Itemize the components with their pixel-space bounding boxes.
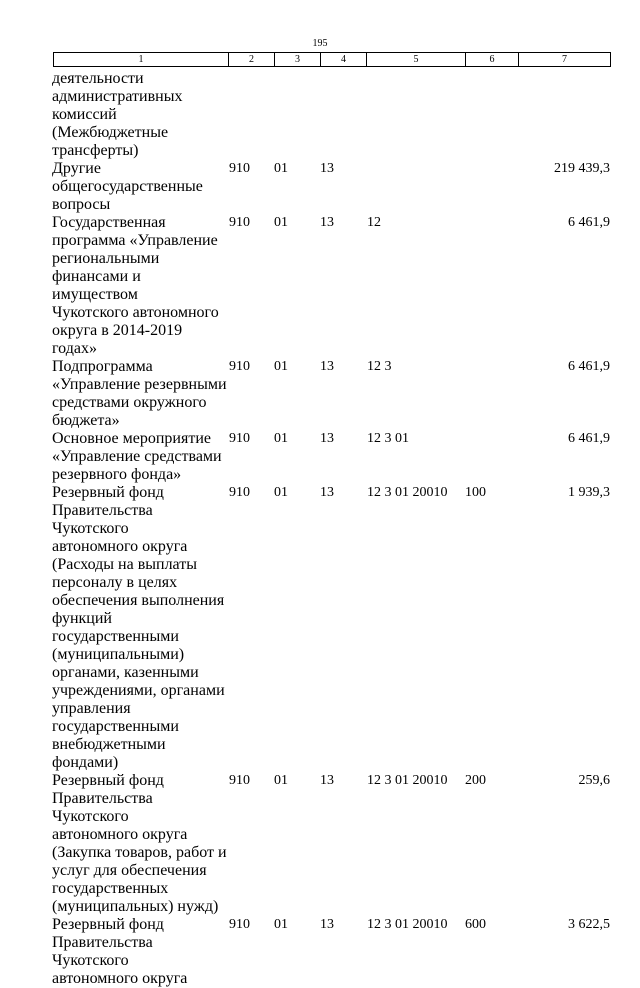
- row-name-line: Другие: [52, 160, 101, 177]
- row-name-line: региональными: [52, 250, 160, 267]
- table-row: [0, 214, 640, 358]
- row-name-line: Государственная: [52, 214, 166, 231]
- row-name-line: Чукотского автономного: [52, 304, 219, 321]
- row-name: [52, 916, 230, 988]
- row-subsection-code: 13: [320, 431, 334, 446]
- row-name: [52, 70, 230, 160]
- row-subsection-code: 13: [320, 917, 334, 932]
- table-row: [0, 70, 640, 160]
- row-name: [52, 430, 230, 484]
- row-amount: 1 939,3: [568, 485, 610, 500]
- row-grbs-code: 910: [229, 431, 250, 446]
- row-expense-type-code: 100: [465, 485, 486, 500]
- row-subsection-code: 13: [320, 215, 334, 230]
- row-name-line: Резервный фонд: [52, 484, 164, 501]
- row-subsection-code: 13: [320, 161, 334, 176]
- table-row: [0, 358, 640, 430]
- row-name-line: Подпрограмма: [52, 358, 153, 375]
- row-amount: 219 439,3: [554, 161, 610, 176]
- row-section-code: 01: [274, 215, 288, 230]
- row-name-line: вопросы: [52, 196, 111, 213]
- row-subsection-code: 13: [320, 485, 334, 500]
- row-name-line: персоналу в целях: [52, 574, 178, 591]
- row-name-line: деятельности: [52, 70, 144, 87]
- table-row: [0, 430, 640, 484]
- row-name-line: «Управление средствами: [52, 448, 222, 465]
- row-expense-type-code: 200: [465, 773, 486, 788]
- row-name-line: Основное мероприятие: [52, 430, 211, 447]
- row-name-line: государственными: [52, 718, 179, 735]
- row-name-line: средствами окружного: [52, 394, 207, 411]
- row-subsection-code: 13: [320, 773, 334, 788]
- header-col-7: 7: [519, 53, 611, 67]
- row-target-article-code: 12 3 01: [367, 431, 409, 446]
- row-name-line: Правительства Чукотского: [52, 502, 153, 537]
- row-name-line: услуг для обеспечения: [52, 862, 207, 879]
- page-number: 195: [312, 38, 328, 49]
- row-name-line: функций: [52, 610, 112, 627]
- row-name-line: органами, казенными: [52, 664, 199, 681]
- row-name: [52, 358, 230, 430]
- row-name: [52, 772, 230, 916]
- row-grbs-code: 910: [229, 215, 250, 230]
- header-col-3: 3: [275, 53, 321, 67]
- table-row: [0, 916, 640, 988]
- row-name-line: (муниципальными): [52, 646, 185, 663]
- row-name-line: «Управление резервными: [52, 376, 227, 393]
- row-name-line: бюджета»: [52, 412, 120, 429]
- row-section-code: 01: [274, 485, 288, 500]
- table-row: [0, 484, 640, 772]
- row-name-line: автономного округа: [52, 538, 188, 555]
- row-target-article-code: 12 3 01 20010: [367, 773, 448, 788]
- header-col-4: 4: [321, 53, 367, 67]
- table-row: [0, 772, 640, 916]
- header-row: [54, 53, 611, 67]
- row-name: [52, 214, 230, 358]
- row-section-code: 01: [274, 773, 288, 788]
- row-name-line: государственными: [52, 628, 179, 645]
- row-name-line: автономного округа: [52, 970, 188, 987]
- row-name-line: государственных: [52, 880, 169, 897]
- row-name: [52, 484, 230, 772]
- header-col-1: 1: [54, 53, 229, 67]
- row-name-line: обеспечения выполнения: [52, 592, 225, 609]
- header-col-6: 6: [466, 53, 519, 67]
- row-name-line: программа «Управление: [52, 232, 218, 249]
- row-grbs-code: 910: [229, 917, 250, 932]
- row-target-article-code: 12 3: [367, 359, 392, 374]
- row-name-line: (муниципальных) нужд): [52, 898, 219, 915]
- row-amount: 6 461,9: [568, 215, 610, 230]
- row-name-line: (Расходы на выплаты: [52, 556, 197, 573]
- row-amount: 6 461,9: [568, 431, 610, 446]
- row-section-code: 01: [274, 917, 288, 932]
- row-name-line: Правительства Чукотского: [52, 790, 153, 825]
- row-grbs-code: 910: [229, 773, 250, 788]
- row-amount: 3 622,5: [568, 917, 610, 932]
- row-target-article-code: 12: [367, 215, 381, 230]
- header-col-2: 2: [229, 53, 275, 67]
- row-name-line: административных: [52, 88, 183, 105]
- row-name-line: трансферты): [52, 142, 139, 159]
- row-name-line: резервного фонда»: [52, 466, 182, 483]
- row-name-line: финансами и имуществом: [52, 268, 141, 303]
- budget-table-body: [0, 70, 640, 988]
- row-name-line: (Межбюджетные: [52, 124, 169, 141]
- row-name-line: управления: [52, 700, 131, 717]
- row-name: [52, 160, 230, 214]
- row-name-line: внебюджетными фондами): [52, 736, 166, 771]
- row-grbs-code: 910: [229, 161, 250, 176]
- row-name-line: автономного округа: [52, 826, 188, 843]
- row-target-article-code: 12 3 01 20010: [367, 485, 448, 500]
- row-target-article-code: 12 3 01 20010: [367, 917, 448, 932]
- row-section-code: 01: [274, 431, 288, 446]
- row-name-line: комиссий: [52, 106, 117, 123]
- header-col-5: 5: [367, 53, 466, 67]
- column-number-header: [53, 52, 611, 67]
- row-subsection-code: 13: [320, 359, 334, 374]
- row-name-line: учреждениями, органами: [52, 682, 225, 699]
- row-section-code: 01: [274, 161, 288, 176]
- row-name-line: Резервный фонд: [52, 916, 164, 933]
- row-grbs-code: 910: [229, 359, 250, 374]
- row-expense-type-code: 600: [465, 917, 486, 932]
- row-amount: 259,6: [578, 773, 610, 788]
- row-name-line: общегосударственные: [52, 178, 203, 195]
- row-name-line: (Закупка товаров, работ и: [52, 844, 227, 861]
- row-name-line: Резервный фонд: [52, 772, 164, 789]
- row-name-line: округа в 2014-2019 годах»: [52, 322, 183, 357]
- row-name-line: Правительства Чукотского: [52, 934, 153, 969]
- row-amount: 6 461,9: [568, 359, 610, 374]
- table-row: [0, 160, 640, 214]
- row-grbs-code: 910: [229, 485, 250, 500]
- row-section-code: 01: [274, 359, 288, 374]
